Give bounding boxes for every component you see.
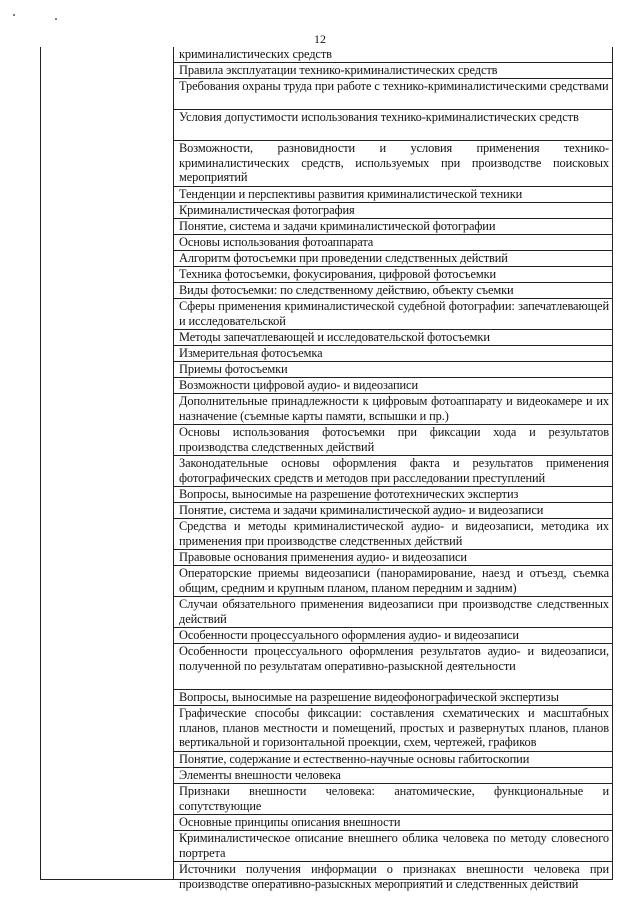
table-row: Случаи обязательного применения видеозаписи при производстве следственных действий (174, 597, 612, 628)
table-row: Криминалистическое описание внешнего облика человека по методу словесного портрета (174, 831, 612, 862)
table-row: Источники получения информации о признаках внешности человека при производстве оперативно-разыскных мероприятий и следственных действий (179, 862, 609, 891)
table-row: Требования охраны труда при работе с технико-криминалистическими средствами (174, 79, 612, 110)
scan-speck (13, 14, 15, 16)
table-row: Условия допустимости использования технико-криминалистических средств (174, 110, 612, 141)
table-row: Вопросы, выносимые на разрешение фототехнических экспертиз (174, 487, 612, 503)
table-row: Дополнительные принадлежности к цифровым фотоаппарату и видеокамере и их назначение (съемные карты памяти, вспышки и пр.) (174, 394, 612, 425)
table-row: Признаки внешности человека: анатомические, функциональные и сопутствующие (174, 784, 612, 815)
table-row: Сферы применения криминалистической судебной фотографии: запечатлевающей и исследовательской (174, 299, 612, 330)
table-row: Особенности процессуального оформления аудио- и видеозаписи (174, 628, 612, 644)
table-row: Возможности, разновидности и условия применения технико-криминалистических средств, используемых при производстве поисковых мероприятий (174, 141, 612, 187)
table-row: Элементы внешности человека (174, 768, 612, 784)
page-number: 12 (314, 32, 326, 46)
table-row: Основы использования фотоаппарата (174, 235, 612, 251)
table-row: Криминалистическая фотография (174, 203, 612, 219)
table-row: Тенденции и перспективы развития криминалистической техники (174, 187, 612, 203)
table-left-column (41, 47, 174, 879)
topics-table (40, 47, 613, 891)
table-row: Графические способы фиксации: составления схематических и масштабных планов, планов местности и помещений, простых и развернутых планов, планов вертикальной и горизонтальной проекции, схем, чертежей, графиков (174, 706, 612, 752)
table-row: Техника фотосъемки, фокусирования, цифровой фотосъемки (174, 267, 612, 283)
table-row: Средства и методы криминалистической аудио- и видеозаписи, методика их применения при производстве следственных действий (174, 519, 612, 550)
table-row: Понятие, содержание и естественно-научные основы габитоскопии (174, 752, 612, 768)
table-row: Понятие, система и задачи криминалистической фотографии (174, 219, 612, 235)
scan-speck (55, 18, 57, 20)
table-row: Возможности цифровой аудио- и видеозаписи (174, 378, 612, 394)
table-row: Правовые основания применения аудио- и видеозаписи (174, 550, 612, 566)
table-row: Измерительная фотосъемка (174, 346, 612, 362)
table-row: Алгоритм фотосъемки при проведении следственных действий (174, 251, 612, 267)
table-row: Законодательные основы оформления факта и результатов применения фотографических средств и методов при расследовании преступлений (174, 456, 612, 487)
table-row: Понятие, система и задачи криминалистической аудио- и видеозаписи (174, 503, 612, 519)
table-row: Приемы фотосъемки (174, 362, 612, 378)
table-topic-column (174, 47, 613, 891)
table-row: Основы использования фотосъемки при фиксации хода и результатов производства следственных действий (174, 425, 612, 456)
table-row: Правила эксплуатации технико-криминалистических средств (174, 63, 612, 79)
table-row: Виды фотосъемки: по следственному действию, объекту съемки (174, 283, 612, 299)
table-row: Вопросы, выносимые на разрешение видеофонографической экспертизы (174, 690, 612, 706)
table-row: Особенности процессуального оформления результатов аудио- и видеозаписи, полученной по результатам оперативно-разыскной деятельности (174, 644, 612, 690)
table-row: криминалистических средств (174, 47, 612, 63)
table-row: Методы запечатлевающей и исследовательской фотосъемки (174, 330, 612, 346)
table-row: Основные принципы описания внешности (174, 815, 612, 831)
table-row: Операторские приемы видеозаписи (панорамирование, наезд и отъезд, съемка общим, средним и крупным планом, планом передним и задним) (174, 566, 612, 597)
